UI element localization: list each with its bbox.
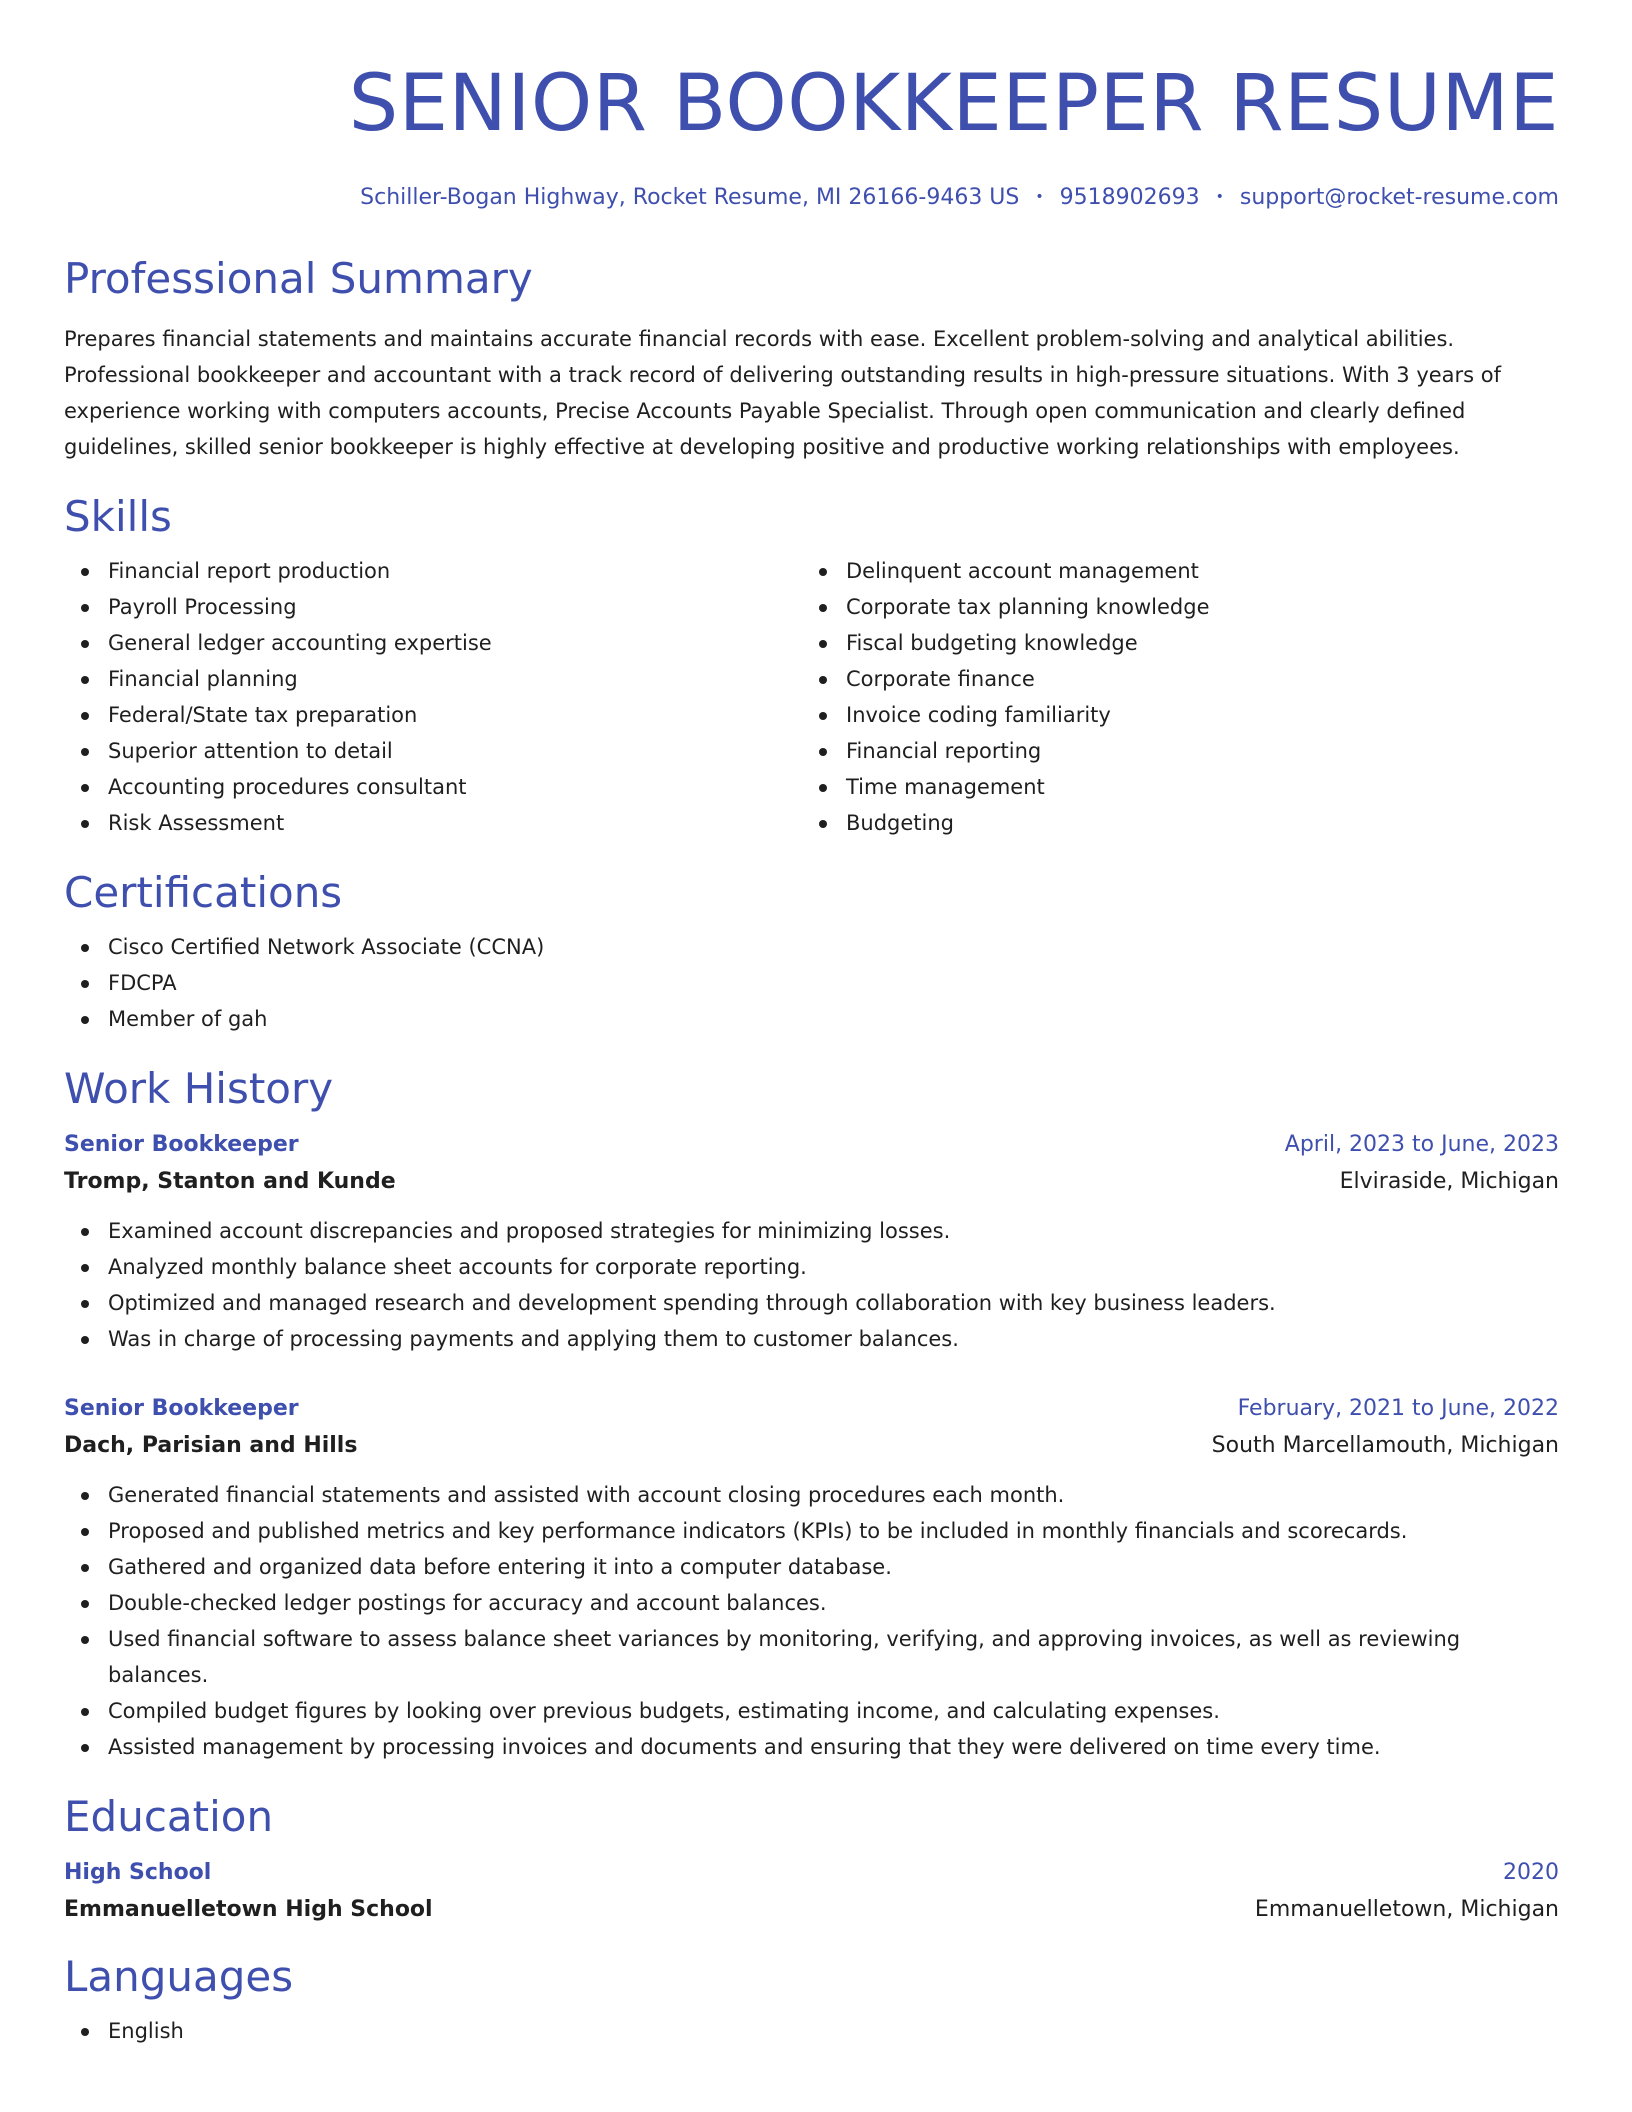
job-header-row: [64, 1127, 1559, 1163]
skill-item: Financial report production: [108, 553, 802, 589]
education-location: Emmanuelletown, Michigan: [1254, 1897, 1559, 1922]
languages-heading: Languages: [64, 1952, 294, 2001]
summary-text: Prepares financial statements and maintains accurate financial records with ease. Excellent problem-solving and analytical abilities. Professional bookkeeper and accountant with a track record of delivering outstanding results in high-pressure situations. With 3 years of experience working with computers accounts, Precise Accounts Payable Specialist. Through open communication and clearly defined guidelines, skilled senior bookkeeper is highly effective at developing positive and productive working relationships with employees.: [64, 327, 1502, 459]
job-bullet: Gathered and organized data before entering it into a computer database.: [108, 1549, 1559, 1585]
skill-item: Corporate finance: [846, 661, 1540, 697]
skill-item: Accounting procedures consultant: [108, 769, 802, 805]
education-school: Emmanuelletown High School: [64, 1897, 433, 1922]
skill-item: Financial planning: [108, 661, 802, 697]
job-title: Senior Bookkeeper: [64, 1396, 299, 1421]
job-entry: [64, 1127, 1559, 1357]
skill-item: Time management: [846, 769, 1540, 805]
job-bullet: Proposed and published metrics and key performance indicators (KPIs) to be included in monthly financials and scorecards.: [108, 1513, 1559, 1549]
job-bullets: [64, 1477, 1559, 1765]
job-bullet: Examined account discrepancies and proposed strategies for minimizing losses.: [108, 1213, 1559, 1249]
job-dates: April, 2023 to June, 2023: [1284, 1132, 1559, 1157]
skills-grid: [64, 553, 1559, 841]
job-header-row: [64, 1391, 1559, 1427]
skill-item: Fiscal budgeting knowledge: [846, 625, 1540, 661]
skill-item: Risk Assessment: [108, 805, 802, 841]
job-bullet: Generated financial statements and assisted with account closing procedures each month.: [108, 1477, 1559, 1513]
contact-separator: •: [1215, 189, 1224, 205]
education-heading: Education: [64, 1792, 274, 1841]
skill-item: Invoice coding familiarity: [846, 697, 1540, 733]
education-school-row: [64, 1891, 1559, 1929]
skills-list-right: [802, 553, 1540, 841]
skills-section: [64, 491, 1559, 841]
job-location: South Marcellamouth, Michigan: [1211, 1433, 1559, 1458]
education-entry: [64, 1855, 1559, 1929]
job-company-row: [64, 1427, 1559, 1465]
certifications-heading: Certifications: [64, 868, 343, 917]
certification-item: Cisco Certified Network Associate (CCNA): [108, 929, 1559, 965]
job-bullet: Optimized and managed research and development spending through collaboration with key business leaders.: [108, 1285, 1559, 1321]
certification-item: FDCPA: [108, 965, 1559, 1001]
certification-item: Member of gah: [108, 1001, 1559, 1037]
job-company-row: [64, 1163, 1559, 1201]
summary-heading: Professional Summary: [64, 254, 533, 303]
languages-section: [64, 1951, 1559, 2049]
languages-list: [64, 2013, 1559, 2049]
education-section: [64, 1791, 1559, 1929]
resume-page: [64, 0, 1559, 2049]
skill-item: Delinquent account management: [846, 553, 1540, 589]
job-bullet: Was in charge of processing payments and applying them to customer balances.: [108, 1321, 1559, 1357]
job-bullet: Double-checked ledger postings for accuracy and account balances.: [108, 1585, 1559, 1621]
contact-separator: •: [1035, 189, 1044, 205]
skills-heading: Skills: [64, 492, 172, 541]
skill-item: Federal/State tax preparation: [108, 697, 802, 733]
contact-email: support@rocket-resume.com: [1239, 185, 1559, 210]
skill-item: Financial reporting: [846, 733, 1540, 769]
education-header-row: [64, 1855, 1559, 1891]
language-item: English: [108, 2013, 1559, 2049]
skill-item: Corporate tax planning knowledge: [846, 589, 1540, 625]
job-company: Dach, Parisian and Hills: [64, 1433, 358, 1458]
skills-list-left: [64, 553, 802, 841]
contact-phone: 9518902693: [1059, 185, 1200, 210]
job-location: Elviraside, Michigan: [1339, 1169, 1559, 1194]
work-history-heading: Work History: [64, 1064, 334, 1113]
resume-title: SENIOR BOOKKEEPER RESUME: [348, 59, 1559, 149]
job-dates: February, 2021 to June, 2022: [1237, 1396, 1559, 1421]
skills-column-right: [802, 553, 1540, 841]
job-company: Tromp, Stanton and Kunde: [64, 1169, 396, 1194]
contact-line: [64, 182, 1559, 213]
skill-item: Superior attention to detail: [108, 733, 802, 769]
certifications-section: [64, 867, 1559, 1037]
certifications-list: [64, 929, 1559, 1037]
job-bullets: [64, 1213, 1559, 1357]
work-history-section: [64, 1063, 1559, 1765]
job-bullet: Analyzed monthly balance sheet accounts for corporate reporting.: [108, 1249, 1559, 1285]
skill-item: General ledger accounting expertise: [108, 625, 802, 661]
job-entry: [64, 1391, 1559, 1765]
job-title: Senior Bookkeeper: [64, 1132, 299, 1157]
summary-section: [64, 253, 1559, 465]
skill-item: Budgeting: [846, 805, 1540, 841]
job-bullet: Compiled budget figures by looking over previous budgets, estimating income, and calculating expenses.: [108, 1693, 1559, 1729]
skill-item: Payroll Processing: [108, 589, 802, 625]
contact-address: Schiller-Bogan Highway, Rocket Resume, MI 26166-9463 US: [360, 185, 1020, 210]
job-bullet: Used financial software to assess balance sheet variances by monitoring, verifying, and approving invoices, as well as reviewing balances.: [108, 1621, 1559, 1693]
job-bullet: Assisted management by processing invoices and documents and ensuring that they were delivered on time every time.: [108, 1729, 1559, 1765]
education-year: 2020: [1503, 1860, 1559, 1885]
skills-column-left: [64, 553, 802, 841]
education-degree: High School: [64, 1860, 212, 1885]
